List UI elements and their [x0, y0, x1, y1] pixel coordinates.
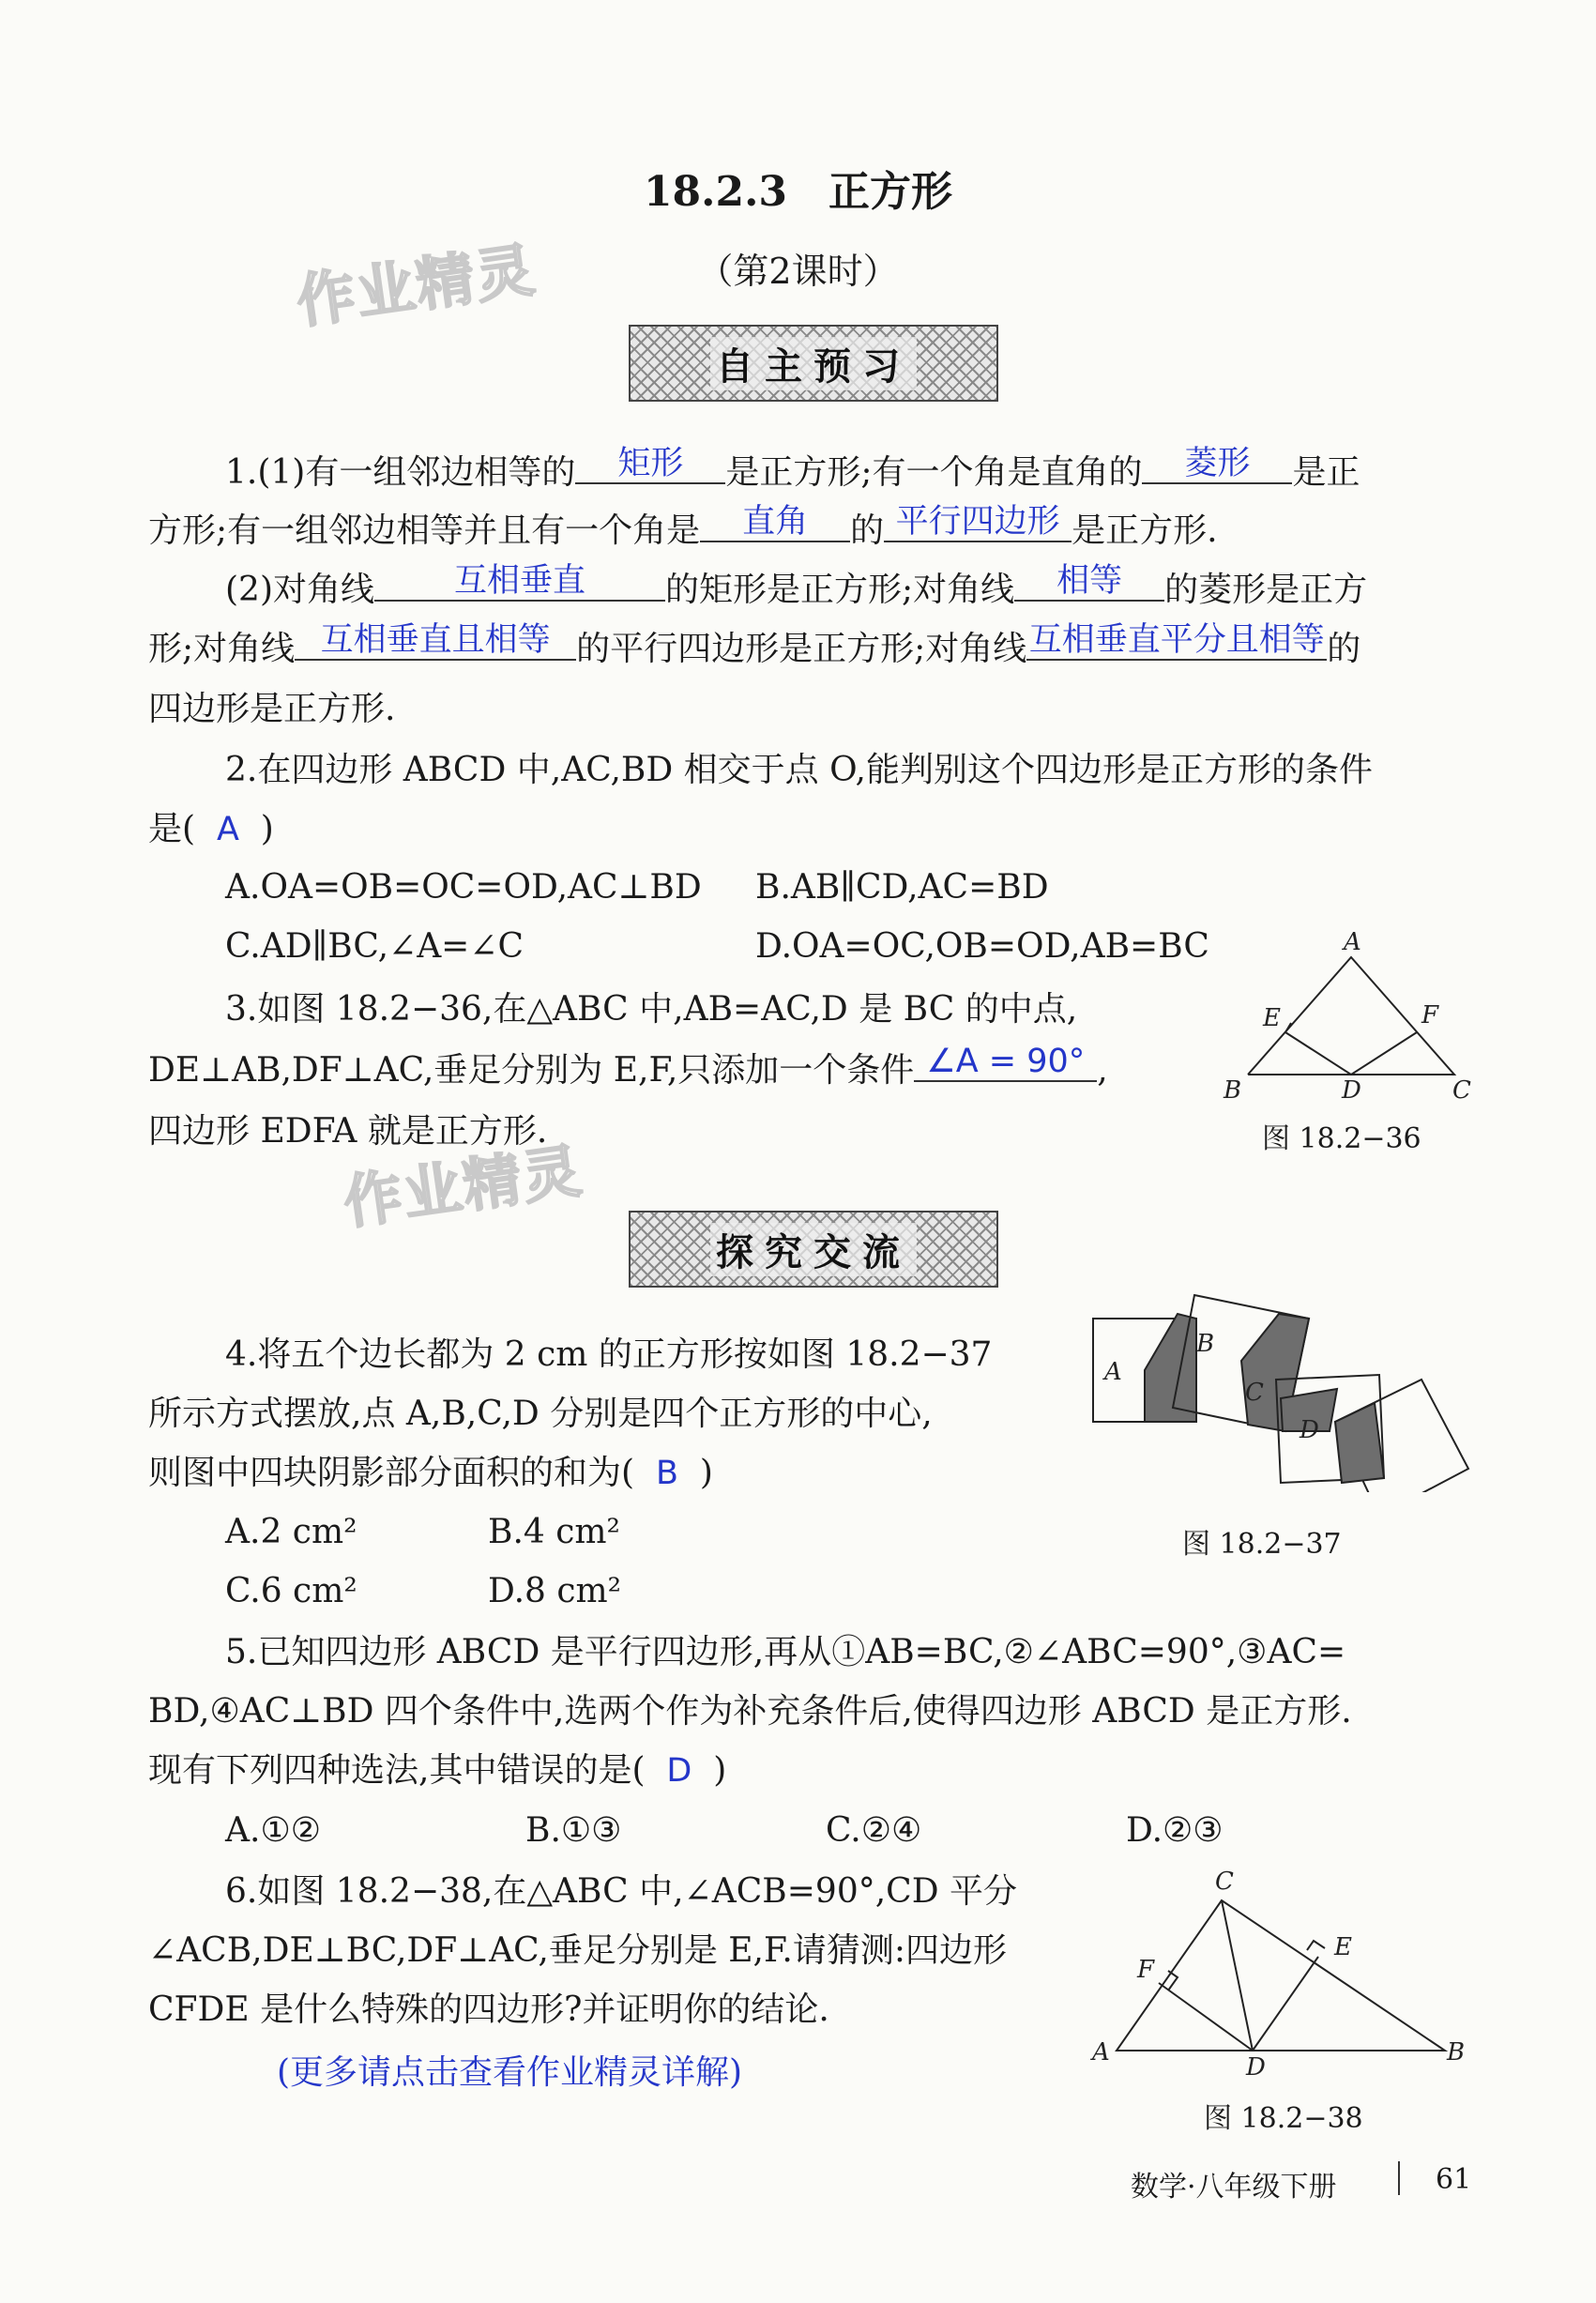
perpendicular-df [1159, 1983, 1253, 2051]
page-number: 61 [1436, 2163, 1472, 2196]
option-c[interactable]: C.6 cm² [225, 1572, 357, 1610]
question-1-line-4: 形;对角线 互相垂直且相等 的平行四边形是正方形;对角线互相垂直平分且相等的 [148, 621, 1361, 668]
answer-blank[interactable]: ∠A = 90° [914, 1044, 1097, 1082]
option-c[interactable]: C.②④ [826, 1811, 922, 1850]
question-1-line-1: 1.(1)有一组邻边相等的 矩形 是正方形;有一个角是直角的 菱形 是正 [225, 445, 1360, 492]
page-title: 18.2.3 正方形 [643, 168, 953, 216]
perpendicular-de [1253, 1957, 1318, 2051]
answer-blank[interactable]: 互相垂直 [374, 563, 665, 602]
answer-blank[interactable]: 相等 [1014, 563, 1164, 602]
label-c: C [1245, 1379, 1264, 1407]
question-5-line-1: 5.已知四边形 ABCD 是平行四边形,再从①AB=BC,②∠ABC=90°,③AC= [225, 1633, 1346, 1671]
question-6-line-3: CFDE 是什么特殊的四边形?并证明你的结论. [148, 1990, 829, 2029]
footer-divider [1398, 2161, 1400, 2195]
question-6-line-2: ∠ACB,DE⊥BC,DF⊥AC,垂足分别是 E,F.请猜测:四边形 [148, 1931, 1007, 1970]
banner-label: 探究交流 [710, 1223, 917, 1276]
label-d: D [1246, 2053, 1266, 2079]
question-1-line-5: 四边形是正方形. [148, 690, 396, 728]
label-b: B [1447, 2038, 1466, 2067]
label-c: C [1215, 1868, 1234, 1896]
answer-blank[interactable]: 菱形 [1142, 446, 1292, 484]
option-b[interactable]: B.4 cm² [488, 1513, 620, 1551]
choice-answer[interactable]: A [216, 811, 239, 848]
figure-18-2-37 [1084, 1276, 1478, 1492]
label-e: E [1334, 1933, 1352, 1961]
figure-caption: 图 18.2−37 [1182, 1528, 1342, 1561]
option-b[interactable]: B.①③ [525, 1811, 622, 1850]
question-3-line-1: 3.如图 18.2−36,在△ABC 中,AB=AC,D 是 BC 的中点, [225, 990, 1078, 1029]
section-banner-explore [629, 1211, 998, 1288]
label-d: D [1342, 1076, 1361, 1105]
option-d[interactable]: D.②③ [1126, 1811, 1224, 1850]
question-4-line-2: 所示方式摆放,点 A,B,C,D 分别是四个正方形的中心, [148, 1395, 933, 1433]
figure-18-2-38 [1079, 1863, 1482, 2079]
shaded-region [1335, 1403, 1384, 1483]
figure-caption: 图 18.2−36 [1262, 1122, 1421, 1155]
answer-blank[interactable]: 互相垂直平分且相等 [1026, 622, 1327, 661]
option-c[interactable]: C.AD∥BC,∠A=∠C [225, 927, 524, 966]
label-e: E [1263, 1004, 1281, 1032]
label-a: A [1344, 929, 1361, 956]
label-a: A [1104, 1358, 1122, 1386]
question-1-line-2: 方形;有一组邻边相等并且有一个角是 直角 的 平行四边形 是正方形. [148, 503, 1218, 550]
option-a[interactable]: A.2 cm² [225, 1513, 357, 1551]
watermark: 作业精灵 [339, 1136, 587, 1238]
choice-answer[interactable]: B [655, 1455, 678, 1492]
question-2-line-1: 2.在四边形 ABCD 中,AC,BD 相交于点 O,能判别这个四边形是正方形的条件 [225, 751, 1373, 789]
book-title: 数学·八年级下册 [1131, 2171, 1337, 2204]
watermark: 作业精灵 [292, 235, 540, 337]
option-d[interactable]: D.8 cm² [488, 1572, 622, 1610]
option-b[interactable]: B.AB∥CD,AC=BD [755, 868, 1049, 907]
lesson-subtitle: （第2课时） [697, 251, 899, 292]
banner-label: 自主预习 [710, 337, 917, 390]
answer-blank[interactable]: 直角 [700, 504, 850, 542]
question-3-line-3: 四边形 EDFA 就是正方形. [148, 1112, 548, 1151]
section-banner-preview [629, 325, 998, 402]
label-f: F [1421, 1001, 1439, 1029]
choice-answer[interactable]: D [666, 1752, 692, 1790]
question-6-line-1: 6.如图 18.2−38,在△ABC 中,∠ACB=90°,CD 平分 [225, 1872, 1018, 1911]
triangle-abc [1117, 1900, 1445, 2051]
bisector-cd [1222, 1900, 1253, 2051]
option-a[interactable]: A.①② [225, 1811, 321, 1850]
more-details-link[interactable]: (更多请点击查看作业精灵详解) [277, 2053, 743, 2092]
label-b: B [1196, 1330, 1215, 1358]
question-5-line-2: BD,④AC⊥BD 四个条件中,选两个作为补充条件后,使得四边形 ABCD 是正方形. [148, 1692, 1352, 1731]
label-d: D [1300, 1416, 1319, 1444]
question-3-line-2: DE⊥AB,DF⊥AC,垂足分别为 E,F,只添加一个条件 ∠A = 90° , [148, 1043, 1108, 1090]
question-4-line-3: 则图中四块阴影部分面积的和为( B ) [148, 1454, 713, 1492]
label-c: C [1452, 1076, 1471, 1105]
label-b: B [1224, 1076, 1242, 1105]
answer-blank[interactable]: 矩形 [575, 446, 725, 484]
label-f: F [1137, 1956, 1155, 1984]
question-4-line-1: 4.将五个边长都为 2 cm 的正方形按如图 18.2−37 [225, 1335, 993, 1374]
figure-18-2-36 [1210, 929, 1482, 1107]
perpendiculars [1285, 1032, 1417, 1075]
answer-blank[interactable]: 平行四边形 [884, 504, 1072, 542]
question-5-line-3: 现有下列四种选法,其中错误的是( D ) [148, 1751, 727, 1790]
label-a: A [1092, 2038, 1110, 2067]
figure-caption: 图 18.2−38 [1204, 2102, 1363, 2135]
option-d[interactable]: D.OA=OC,OB=OD,AB=BC [755, 927, 1209, 966]
question-1-line-3: (2)对角线 互相垂直 的矩形是正方形;对角线 相等 的菱形是正方 [225, 562, 1368, 609]
answer-blank[interactable]: 互相垂直且相等 [295, 622, 576, 661]
question-2-line-2: 是( A ) [148, 810, 274, 848]
option-a[interactable]: A.OA=OB=OC=OD,AC⊥BD [225, 868, 702, 907]
